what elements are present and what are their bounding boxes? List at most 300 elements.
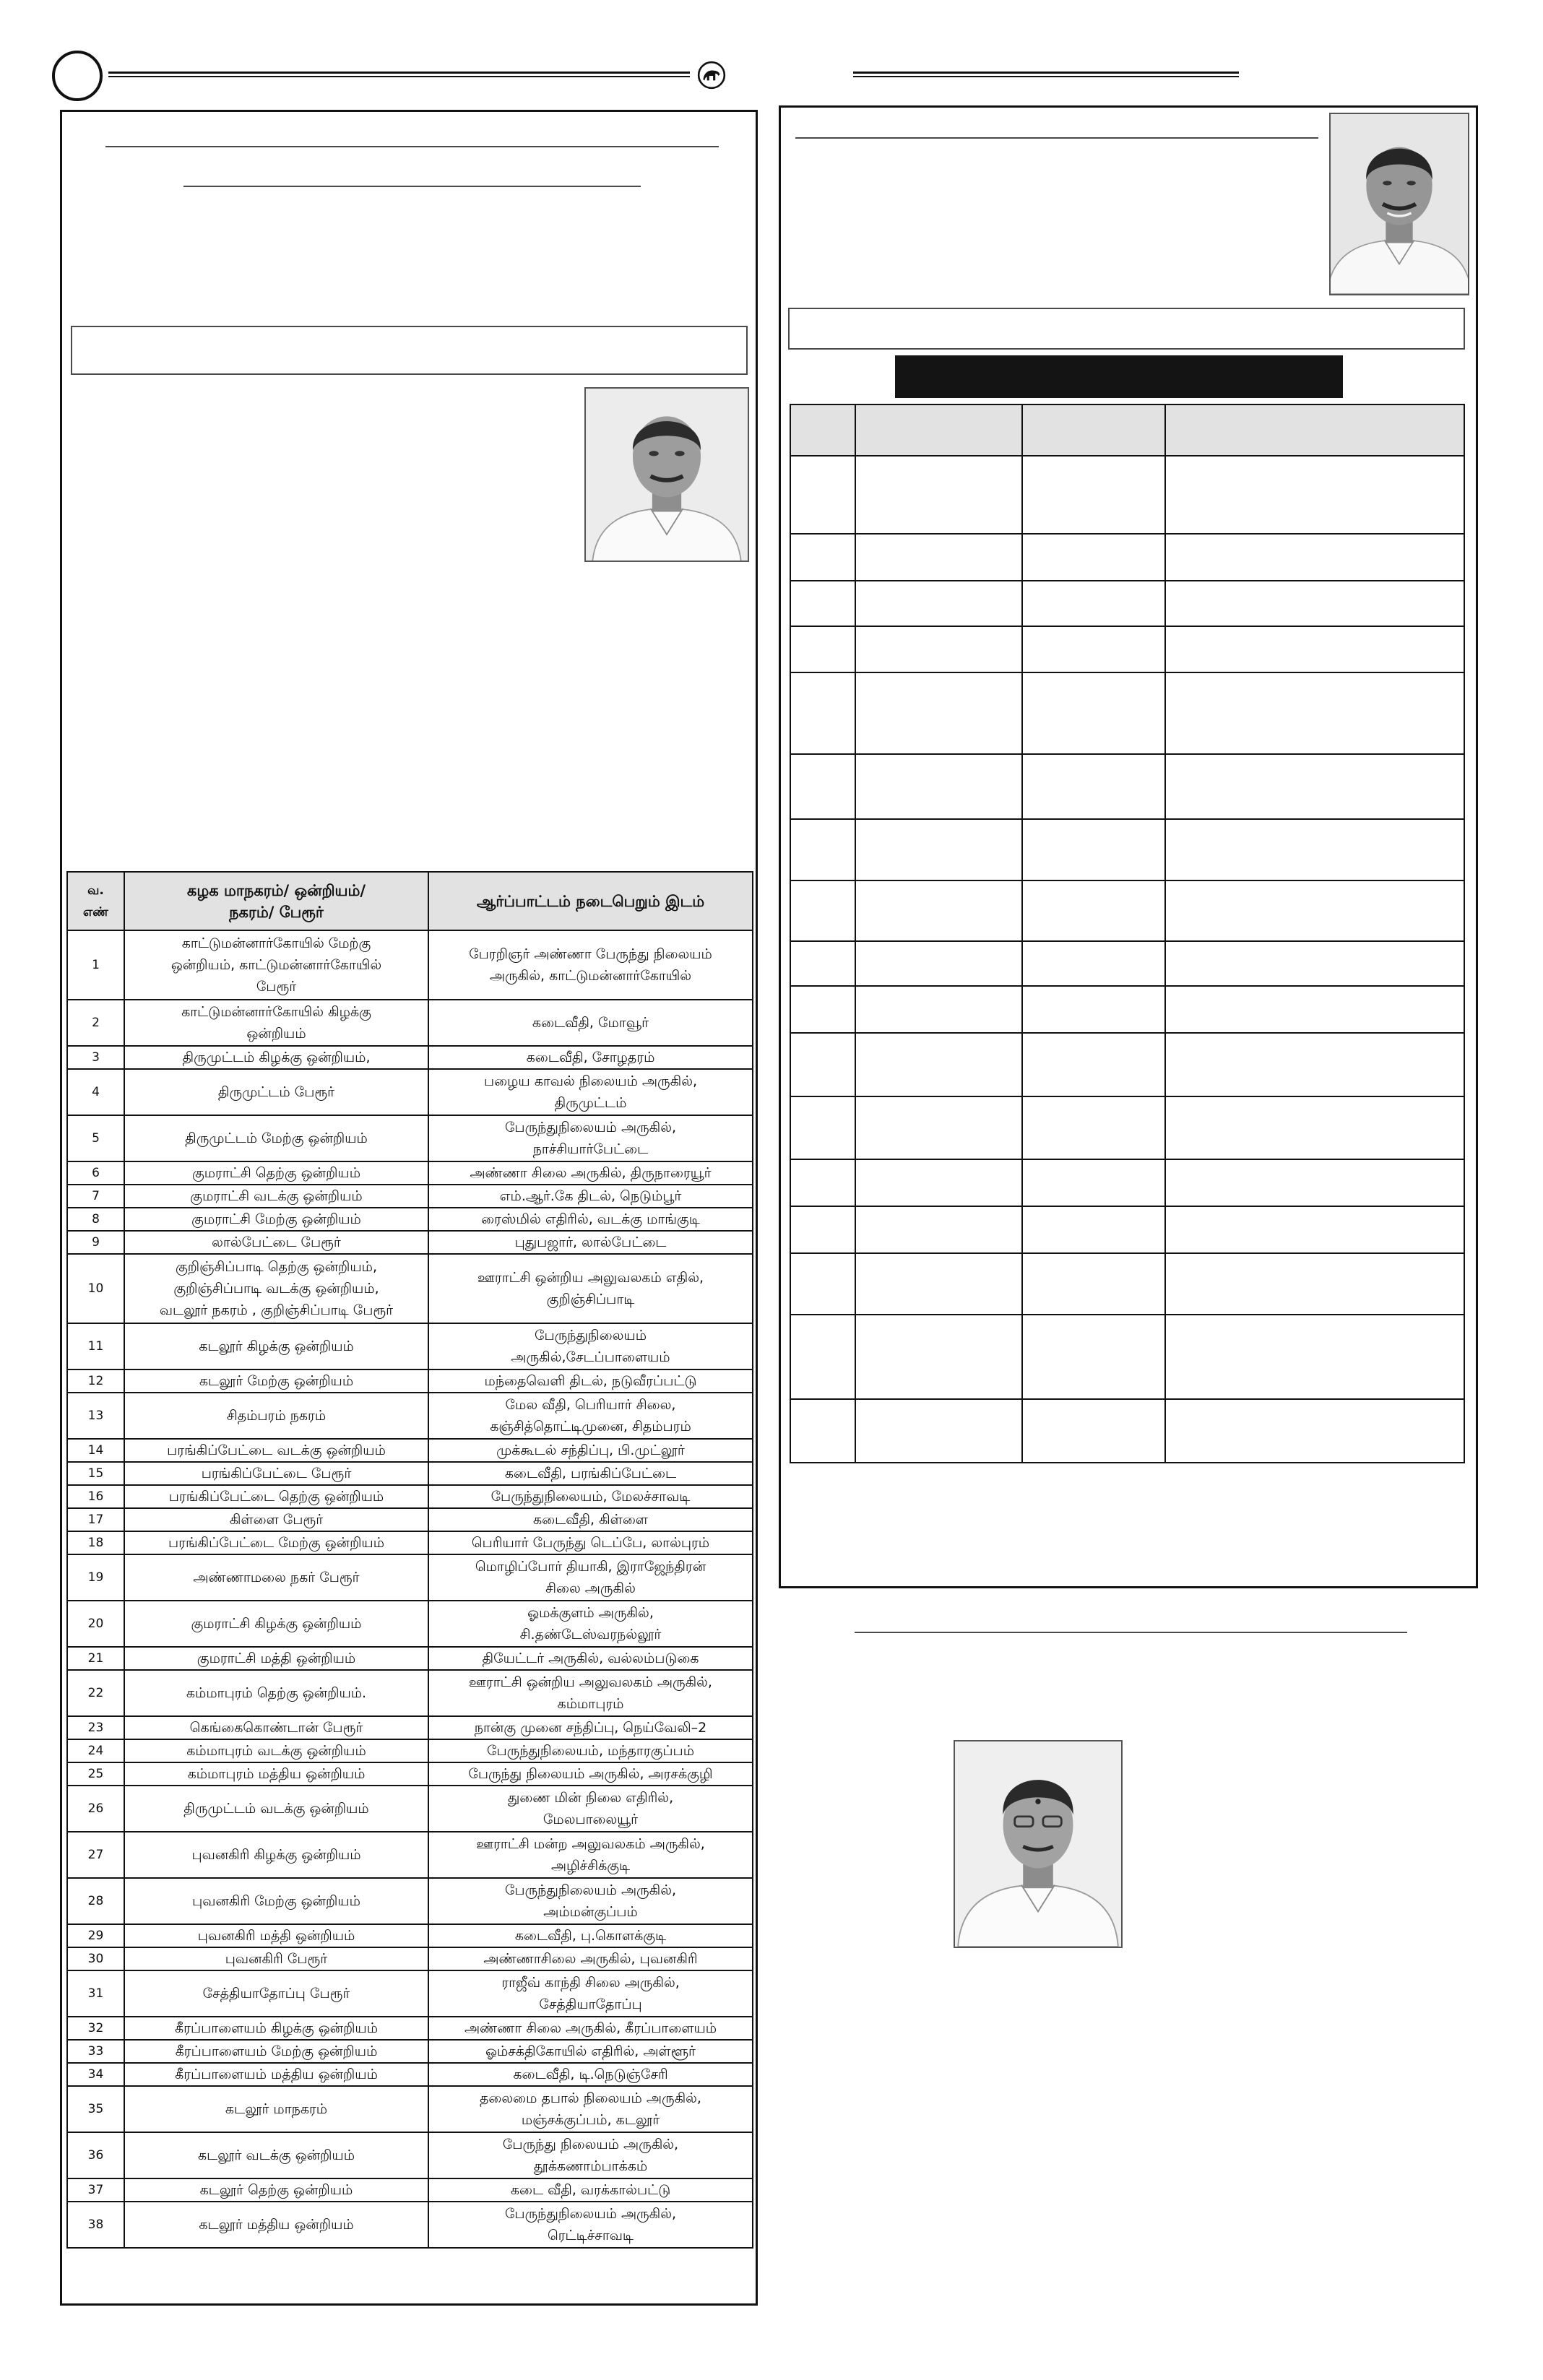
venue-cell-line: ரெட்டிச்சாவடி	[547, 2228, 634, 2243]
area-cell-line: குமராட்சி கிழக்கு ஒன்றியம்	[191, 1616, 362, 1632]
serial-number-cell	[68, 1393, 125, 1438]
schedule-table-row	[791, 581, 1465, 627]
area-cell-line: கடலூர் கிழக்கு ஒன்றியம்	[199, 1338, 354, 1354]
area-cell	[125, 1671, 429, 1715]
schedule-table-cell	[791, 1160, 856, 1206]
table-row	[68, 1832, 753, 1879]
area-cell	[125, 1370, 429, 1392]
venue-cell	[429, 1393, 753, 1438]
schedule-table-row	[791, 1400, 1465, 1463]
schedule-table-row	[791, 942, 1465, 987]
serial-number: 21	[87, 1651, 104, 1666]
venue-cell-line: மொழிப்போர் தியாகி, இராஜேந்திரன்	[475, 1559, 706, 1575]
area-cell-line: திருமுட்டம் வடக்கு ஒன்றியம்	[183, 1801, 369, 1817]
schedule-table-row	[791, 627, 1465, 673]
venue-cell	[429, 1832, 753, 1877]
area-cell-line: பேரூர்	[256, 979, 297, 995]
schedule-table-cell	[791, 881, 856, 940]
area-cell	[125, 931, 429, 999]
area-cell-line: ஒன்றியம், காட்டுமன்னார்கோயில்	[170, 957, 382, 973]
area-cell-line: புவனகிரி பேரூர்	[225, 1951, 328, 1967]
area-cell-line: புவனகிரி கிழக்கு ஒன்றியம்	[191, 1847, 361, 1863]
serial-number: 32	[87, 2021, 104, 2035]
table-row	[68, 1162, 753, 1185]
venue-cell	[429, 1763, 753, 1785]
serial-number: 38	[87, 2217, 104, 2232]
serial-number-cell	[68, 1370, 125, 1392]
schedule-table-cell	[856, 673, 1023, 753]
venue-cell-line: எம்.ஆர்.கே திடல், நெடும்பூர்	[499, 1188, 682, 1204]
masthead-double-rule	[108, 72, 690, 77]
header-area-line: நகரம்/ பேரூர்	[229, 903, 324, 921]
table-row	[68, 1740, 753, 1763]
bottom-article-rule	[855, 1632, 1407, 1633]
schedule-table-cell	[1166, 1097, 1465, 1159]
serial-number-cell	[68, 2041, 125, 2062]
table-row	[68, 1717, 753, 1740]
area-cell-line: அண்ணாமலை நகர் பேரூர்	[193, 1570, 360, 1585]
schedule-table-cell	[791, 987, 856, 1032]
serial-number: 37	[87, 2183, 104, 2197]
venue-cell	[429, 1255, 753, 1323]
serial-number-cell	[68, 2087, 125, 2132]
table-row	[68, 2064, 753, 2087]
portrait-image	[586, 389, 748, 561]
schedule-table-row	[791, 987, 1465, 1034]
schedule-table-header-row	[791, 405, 1465, 456]
area-cell-line: ஒன்றியம்	[246, 1026, 306, 1042]
schedule-table-cell	[856, 535, 1023, 580]
schedule-table-cell	[1166, 581, 1465, 626]
schedule-table-cell	[1023, 1207, 1166, 1252]
area-cell	[125, 1000, 429, 1045]
schedule-table-cell	[1023, 755, 1166, 818]
venue-cell	[429, 1509, 753, 1531]
table-row	[68, 1671, 753, 1717]
venue-cell-line: தலைமை தபால் நிலையம் அருகில்,	[480, 2090, 701, 2106]
schedule-table-cell	[1166, 627, 1465, 672]
schedule-table-cell	[791, 581, 856, 626]
venue-cell-line: கடைவீதி, மோவூர்	[532, 1015, 649, 1031]
serial-number: 5	[92, 1131, 100, 1146]
venue-cell-line: அண்ணா சிலை அருகில், கீரப்பாளையம்	[464, 2020, 717, 2036]
table-row	[68, 1879, 753, 1925]
venue-cell	[429, 1440, 753, 1461]
schedule-table-cell	[1166, 1160, 1465, 1206]
venue-cell-line: கடைவீதி, பு.கொளக்குடி	[514, 1928, 667, 1944]
venue-cell-line: பேருந்துநிலையம்	[535, 1328, 647, 1343]
venue-cell-line: பேருந்து நிலையம் அருகில்,	[502, 2137, 679, 2152]
area-cell-line: காட்டுமன்னார்கோயில் மேற்கு	[181, 935, 371, 951]
serial-number-cell	[68, 2133, 125, 2178]
serial-number-cell	[68, 1047, 125, 1068]
schedule-table-cell	[856, 627, 1023, 672]
table-row	[68, 931, 753, 1000]
schedule-table-cell	[1023, 987, 1166, 1032]
venue-cell-line: பழைய காவல் நிலையம் அருகில்,	[483, 1073, 698, 1089]
header-venue	[429, 873, 753, 930]
serial-number: 4	[92, 1085, 100, 1099]
schedule-table-cell	[791, 1207, 856, 1252]
serial-number: 3	[92, 1050, 100, 1065]
schedule-table-cell	[1166, 1207, 1465, 1252]
area-cell	[125, 2064, 429, 2085]
area-cell-line: குமராட்சி வடக்கு ஒன்றியம்	[190, 1188, 363, 1204]
area-cell	[125, 1486, 429, 1507]
schedule-table-cell	[791, 1254, 856, 1314]
right-highlight-box	[788, 308, 1465, 350]
party-emblem-icon	[696, 60, 727, 90]
header-serial-number-line: வ.	[87, 883, 104, 898]
schedule-table-header-cell	[1023, 405, 1166, 455]
venue-cell-line: பேரறிஞர் அண்ணா பேருந்து நிலையம்	[469, 946, 712, 962]
serial-number-cell	[68, 1255, 125, 1323]
table-row	[68, 2133, 753, 2179]
schedule-table-cell	[1023, 1400, 1166, 1462]
area-cell	[125, 1509, 429, 1531]
serial-number-cell	[68, 1116, 125, 1161]
area-cell-line: சேத்தியாதோப்பு பேரூர்	[202, 1986, 350, 2002]
schedule-table-row	[791, 1207, 1465, 1254]
venue-cell	[429, 1786, 753, 1831]
area-cell	[125, 2087, 429, 2132]
headline-rule	[105, 146, 719, 147]
venue-cell-line: அம்மன்குப்பம்	[543, 1904, 638, 1920]
serial-number: 33	[87, 2044, 104, 2059]
venue-cell	[429, 1047, 753, 1068]
venue-cell-line: நாச்சியார்பேட்டை	[532, 1141, 649, 1157]
serial-number-cell	[68, 1532, 125, 1554]
header-serial-number	[68, 873, 125, 930]
venue-cell-line: பேருந்துநிலையம் அருகில்,	[504, 1120, 677, 1135]
serial-number-cell	[68, 1324, 125, 1369]
schedule-table-cell	[856, 1160, 1023, 1206]
venue-cell	[429, 1185, 753, 1207]
schedule-table-cell	[1023, 1097, 1166, 1159]
serial-number-cell	[68, 1786, 125, 1831]
venue-cell-line: மஞ்சக்குப்பம், கடலூர்	[521, 2112, 660, 2128]
area-cell-line: கீரப்பாளையம் மேற்கு ஒன்றியம்	[175, 2043, 378, 2059]
serial-number-cell	[68, 1832, 125, 1877]
area-cell-line: குமராட்சி மத்தி ஒன்றியம்	[196, 1650, 356, 1666]
area-cell	[125, 1879, 429, 1924]
area-cell-line: வடலூர் நகரம் , குறிஞ்சிப்பாடி பேரூர்	[159, 1302, 394, 1318]
schedule-table-cell	[791, 820, 856, 880]
subheadline-rule	[183, 186, 641, 187]
table-row	[68, 1047, 753, 1070]
schedule-table-cell	[856, 1097, 1023, 1159]
schedule-table-cell	[1023, 1160, 1166, 1206]
venue-cell-line: சி.தண்டேஸ்வரநல்லூர்	[519, 1627, 662, 1643]
table-row	[68, 1393, 753, 1440]
venue-cell-line: தூக்கணாம்பாக்கம்	[533, 2158, 648, 2174]
serial-number-cell	[68, 1925, 125, 1947]
venue-cell-line: அண்ணாசிலை அருகில், புவனகிரி	[483, 1951, 698, 1967]
venue-cell	[429, 1324, 753, 1369]
schedule-table-cell	[791, 1400, 856, 1462]
table-row	[68, 1208, 753, 1232]
venue-cell-line: அருகில்,சேடப்பாளையம்	[511, 1349, 670, 1365]
venue-cell-line: பெரியார் பேருந்து டெப்பே, லால்புரம்	[471, 1535, 710, 1551]
area-cell-line: கடலூர் மேற்கு ஒன்றியம்	[199, 1373, 354, 1389]
schedule-table-cell	[1166, 535, 1465, 580]
venue-cell-line: மேலபாலையூர்	[543, 1812, 639, 1827]
area-cell	[125, 1440, 429, 1461]
venue-cell-line: அருகில், காட்டுமன்னார்கோயில்	[489, 968, 692, 984]
schedule-table-cell	[856, 1254, 1023, 1314]
serial-number: 17	[87, 1513, 104, 1527]
schedule-table	[790, 404, 1465, 1463]
masthead-right-double-rule	[853, 72, 1239, 77]
area-cell	[125, 1185, 429, 1207]
section-title-bar	[895, 355, 1343, 398]
area-cell	[125, 1555, 429, 1600]
schedule-table-cell	[1023, 881, 1166, 940]
area-cell-line: கம்மாபுரம் வடக்கு ஒன்றியம்	[186, 1743, 366, 1759]
venue-cell	[429, 1232, 753, 1253]
venue-cell-line: கடைவீதி, சோழதரம்	[526, 1050, 655, 1065]
left-article-frame	[60, 110, 758, 2306]
area-cell	[125, 1116, 429, 1161]
area-cell-line: திருமுட்டம் பேரூர்	[217, 1084, 335, 1100]
schedule-table-header-cell	[791, 405, 856, 455]
serial-number-cell	[68, 1000, 125, 1045]
serial-number: 31	[87, 1986, 104, 2001]
header-venue-line: ஆர்ப்பாட்டம் நடைபெறும் இடம்	[476, 892, 705, 910]
serial-number-cell	[68, 1185, 125, 1207]
venue-cell	[429, 1879, 753, 1924]
schedule-table-cell	[856, 755, 1023, 818]
venue-cell-line: பேருந்துநிலையம், மந்தாரகுப்பம்	[487, 1743, 694, 1759]
table-row	[68, 2017, 753, 2041]
schedule-table-cell	[1023, 581, 1166, 626]
area-cell-line: கிள்ளை பேரூர்	[229, 1512, 324, 1528]
schedule-table-cell	[1023, 456, 1166, 533]
table-row	[68, 1509, 753, 1532]
venue-cell-line: பேருந்துநிலையம் அருகில்,	[504, 2206, 677, 2222]
venue-cell-line: நான்கு முனை சந்திப்பு, நெய்வேலி–2	[474, 1720, 707, 1736]
serial-number-cell	[68, 1879, 125, 1924]
venue-cell-line: ஊராட்சி மன்ற அலுவலகம் அருகில்,	[476, 1836, 705, 1852]
venue-cell-line: பேருந்து நிலையம் அருகில், அரசக்குழி	[468, 1766, 713, 1782]
area-cell-line: குறிஞ்சிப்பாடி வடக்கு ஒன்றியம்,	[173, 1281, 379, 1297]
area-cell	[125, 1763, 429, 1785]
schedule-table-row	[791, 1097, 1465, 1160]
schedule-table-cell	[791, 1097, 856, 1159]
venue-cell	[429, 1555, 753, 1600]
table-row	[68, 1070, 753, 1116]
serial-number: 14	[87, 1443, 104, 1458]
venue-cell	[429, 1208, 753, 1230]
venue-cell	[429, 1971, 753, 2016]
area-cell	[125, 1532, 429, 1554]
serial-number-cell	[68, 2202, 125, 2247]
schedule-table-row	[791, 456, 1465, 535]
venue-cell-line: ரைஸ்மில் எதிரில், வடக்கு மாங்குடி	[481, 1211, 700, 1227]
venue-cell-line: தியேட்டர் அருகில், வல்லம்படுகை	[482, 1650, 699, 1666]
schedule-table-cell	[1166, 673, 1465, 753]
area-cell-line: கடலூர் மத்திய ஒன்றியம்	[199, 2217, 354, 2233]
area-cell	[125, 1925, 429, 1947]
area-cell-line: திருமுட்டம் கிழக்கு ஒன்றியம்,	[182, 1050, 371, 1065]
area-cell	[125, 2179, 429, 2201]
area-cell	[125, 1047, 429, 1068]
venue-cell	[429, 2179, 753, 2201]
venue-cell-line: கடை வீதி, வரக்கால்பட்டு	[510, 2182, 671, 2198]
serial-number: 36	[87, 2148, 104, 2163]
serial-number: 20	[87, 1617, 104, 1631]
schedule-table-cell	[856, 987, 1023, 1032]
table-row	[68, 1648, 753, 1671]
schedule-table-cell	[856, 820, 1023, 880]
venue-cell	[429, 1740, 753, 1762]
schedule-table-row	[791, 1160, 1465, 1207]
serial-number: 2	[92, 1016, 100, 1030]
serial-number-cell	[68, 1509, 125, 1531]
serial-number-cell	[68, 2017, 125, 2039]
venue-cell-line: திருமுட்டம்	[554, 1095, 627, 1111]
schedule-table-row	[791, 535, 1465, 581]
schedule-table-row	[791, 881, 1465, 942]
table-row	[68, 1532, 753, 1555]
table-row	[68, 2179, 753, 2202]
schedule-table-row	[791, 673, 1465, 755]
table-row	[68, 1948, 753, 1971]
schedule-table-cell	[856, 1315, 1023, 1398]
venue-cell	[429, 1648, 753, 1669]
venue-cell	[429, 1070, 753, 1115]
schedule-table-row	[791, 1254, 1465, 1315]
schedule-table-cell	[1166, 1034, 1465, 1096]
venue-cell	[429, 2202, 753, 2247]
serial-number: 35	[87, 2102, 104, 2116]
serial-number-cell	[68, 1648, 125, 1669]
table-row	[68, 1324, 753, 1370]
area-cell-line: கம்மாபுரம் மத்திய ஒன்றியம்	[187, 1766, 366, 1782]
area-cell	[125, 1832, 429, 1877]
schedule-table-cell	[856, 1400, 1023, 1462]
portrait-photo-bottom	[954, 1740, 1123, 1948]
venue-cell-line: ஓம்சக்திகோயில் எதிரில், அள்ளூர்	[485, 2043, 696, 2059]
venue-cell	[429, 1162, 753, 1184]
protest-venue-table	[66, 871, 753, 2249]
schedule-table-row	[791, 1315, 1465, 1400]
venue-cell-line: முக்கூடல் சந்திப்பு, பி.முட்லூர்	[496, 1442, 685, 1458]
area-cell-line: குமராட்சி தெற்கு ஒன்றியம்	[191, 1165, 361, 1181]
serial-number-cell	[68, 1740, 125, 1762]
serial-number: 19	[87, 1570, 104, 1585]
venue-cell	[429, 1717, 753, 1739]
venue-cell	[429, 1671, 753, 1715]
venue-cell-line: மேல வீதி, பெரியார் சிலை,	[505, 1397, 676, 1413]
venue-cell	[429, 2087, 753, 2132]
schedule-table-cell	[1166, 456, 1465, 533]
table-row	[68, 1786, 753, 1832]
schedule-table-cell	[791, 755, 856, 818]
area-cell-line: கெங்கைகொண்டான் பேரூர்	[189, 1720, 363, 1736]
venue-cell-line: பேருந்துநிலையம் அருகில்,	[504, 1882, 677, 1898]
portrait-photo-right-top	[1329, 113, 1469, 295]
venue-cell	[429, 1486, 753, 1507]
schedule-table-cell	[1023, 1034, 1166, 1096]
schedule-table-cell	[791, 1034, 856, 1096]
venue-cell	[429, 2041, 753, 2062]
area-cell-line: கடலூர் வடக்கு ஒன்றியம்	[197, 2147, 355, 2163]
venue-cell-line: புதுபஜார், லால்பேட்டை	[514, 1234, 667, 1250]
area-cell-line: பரங்கிப்பேட்டை பேரூர்	[201, 1466, 352, 1481]
venue-cell-line: குறிஞ்சிப்பாடி	[546, 1291, 635, 1307]
serial-number: 12	[87, 1374, 104, 1388]
schedule-table-cell	[856, 581, 1023, 626]
serial-number: 18	[87, 1536, 104, 1550]
area-cell-line: கீரப்பாளையம் மத்திய ஒன்றியம்	[175, 2067, 378, 2082]
serial-number-cell	[68, 1232, 125, 1253]
area-cell	[125, 1740, 429, 1762]
serial-number: 7	[92, 1189, 100, 1203]
area-cell-line: கடலூர் மாநகரம்	[225, 2101, 328, 2117]
schedule-table-cell	[1166, 820, 1465, 880]
area-cell-line: கம்மாபுரம் தெற்கு ஒன்றியம்.	[186, 1685, 367, 1701]
header-serial-number-line: எண்	[83, 904, 108, 919]
venue-cell-line: ஊராட்சி ஒன்றிய அலுவலகம் எதில்,	[477, 1270, 704, 1286]
schedule-table-cell	[856, 1207, 1023, 1252]
table-row	[68, 1370, 753, 1393]
serial-number: 15	[87, 1466, 104, 1481]
schedule-table-cell	[791, 456, 856, 533]
venue-cell	[429, 1463, 753, 1484]
area-cell	[125, 1948, 429, 1970]
table-row	[68, 1463, 753, 1486]
table-row	[68, 1232, 753, 1255]
area-cell	[125, 1162, 429, 1184]
table-row	[68, 2087, 753, 2133]
portrait-image	[1331, 114, 1468, 294]
serial-number-cell	[68, 2179, 125, 2201]
table-row	[68, 2041, 753, 2064]
venue-cell-line: அழிச்சிக்குடி	[550, 1858, 631, 1874]
party-emblem-icon-graphic	[696, 60, 727, 90]
venue-cell	[429, 2064, 753, 2085]
schedule-table-cell	[1166, 1400, 1465, 1462]
area-cell-line: லால்பேட்டை பேரூர்	[212, 1234, 341, 1250]
area-cell-line: திருமுட்டம் மேற்கு ஒன்றியம்	[185, 1130, 368, 1146]
serial-number-cell	[68, 1463, 125, 1484]
venue-cell-line: கஞ்சித்தொட்டிமுனை, சிதம்பரம்	[490, 1419, 691, 1435]
highlight-box	[71, 326, 748, 375]
venue-cell-line: ராஜீவ் காந்தி சிலை அருகில்,	[501, 1975, 680, 1991]
venue-cell	[429, 1532, 753, 1554]
schedule-table-cell	[791, 942, 856, 985]
schedule-table-cell	[1166, 1254, 1465, 1314]
venue-cell	[429, 1601, 753, 1646]
venue-cell-line: ஓமக்குளம் அருகில்,	[527, 1605, 654, 1621]
venue-cell-line: பேருந்துநிலையம், மேலச்சாவடி	[490, 1489, 691, 1505]
venue-cell-line: கம்மாபுரம்	[557, 1696, 624, 1712]
serial-number-cell	[68, 1486, 125, 1507]
schedule-table-cell	[856, 881, 1023, 940]
serial-number: 25	[87, 1767, 104, 1781]
serial-number-cell	[68, 1763, 125, 1785]
schedule-table-cell	[791, 673, 856, 753]
venue-cell-line: அண்ணா சிலை அருகில், திருநாரையூர்	[470, 1165, 712, 1181]
serial-number-cell	[68, 1555, 125, 1600]
area-cell	[125, 1463, 429, 1484]
serial-number: 27	[87, 1848, 104, 1862]
area-cell-line: கீரப்பாளையம் கிழக்கு ஒன்றியம்	[174, 2020, 378, 2036]
table-row	[68, 1971, 753, 2017]
venue-cell	[429, 1948, 753, 1970]
schedule-table-cell	[1166, 987, 1465, 1032]
